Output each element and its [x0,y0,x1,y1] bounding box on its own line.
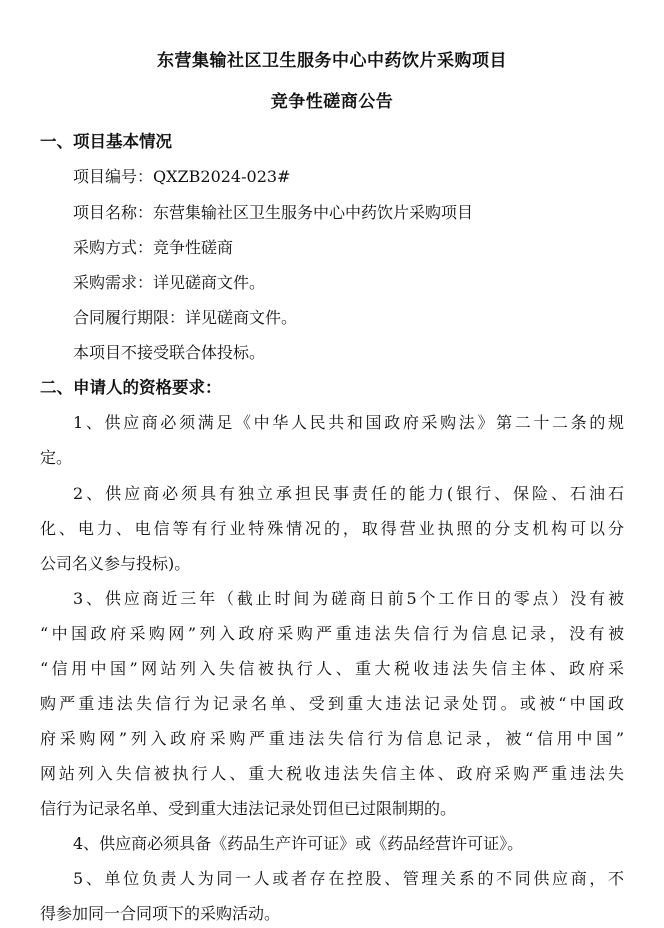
requirement-1-line-2: 定。 [40,448,73,467]
project-name: 项目名称：东营集输社区卫生服务中心中药饮片采购项目 [73,203,474,222]
requirement-1-line-1: 1、供应商必须满足《中华人民共和国政府采购法》第二十二条的规 [73,413,624,432]
requirement-3-line-6: 网站列入失信被执行人、重大税收违法失信主体、政府采购严重违法失 [40,764,624,783]
requirement-3-line-3: “信用中国”网站列入失信被执行人、重大税收违法失信主体、政府采 [40,659,624,678]
requirement-3-line-5: 府采购网”列入政府采购严重违法失信行为信息记录，被“信用中国” [40,729,624,748]
project-number: 项目编号：QXZB2024-023# [73,167,291,186]
document-subtitle: 竞争性磋商公告 [270,92,394,112]
procurement-requirements: 采购需求：详见磋商文件。 [73,273,266,292]
requirement-3-line-1: 3、供应商近三年（截止时间为磋商日前5个工作日的零点）没有被 [73,589,624,608]
requirement-3-line-4: 购严重违法失信行为记录名单、受到重大违法记录处罚。或被“中国政 [40,694,624,713]
section-heading-qualifications: 二、申请人的资格要求： [40,378,222,397]
requirement-2-line-1: 2、供应商必须具有独立承担民事责任的能力(银行、保险、石油石 [73,484,624,503]
no-consortium-notice: 本项目不接受联合体投标。 [73,343,266,362]
procurement-method: 采购方式：竞争性磋商 [73,238,234,257]
requirement-3-line-7: 信行为记录名单、受到重大违法记录处罚但已过限制期的。 [40,799,457,818]
requirement-5-line-1: 5、单位负责人为同一人或者存在控股、管理关系的不同供应商，不 [73,869,624,888]
document-title: 东营集输社区卫生服务中心中药饮片采购项目 [157,51,507,71]
contract-period: 合同履行期限：详见磋商文件。 [73,308,298,327]
requirement-5-line-2: 得参加同一合同项下的采购活动。 [40,904,281,923]
requirement-4-line-1: 4、供应商必须具备《药品生产许可证》或《药品经营许可证》。 [73,834,524,853]
requirement-2-line-2: 化、电力、电信等有行业特殊情况的，取得营业执照的分支机构可以分 [40,519,624,538]
section-heading-project-info: 一、项目基本情况 [40,132,172,151]
requirement-3-line-2: “中国政府采购网”列入政府采购严重违法失信行为信息记录，没有被 [40,624,624,643]
requirement-2-line-3: 公司名义参与投标)。 [40,554,191,573]
